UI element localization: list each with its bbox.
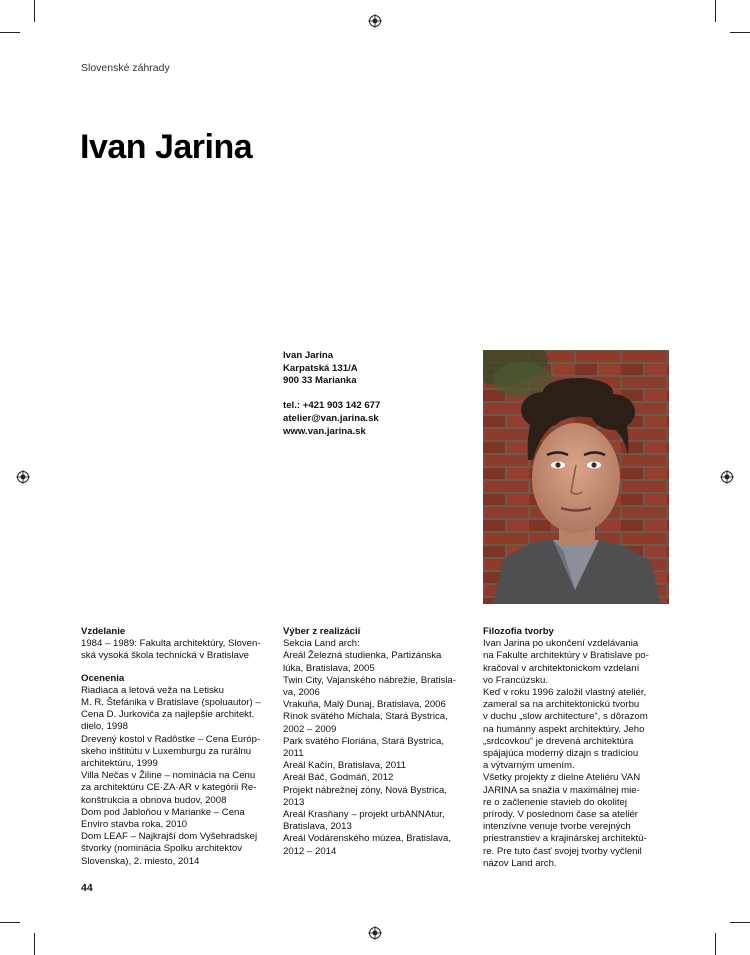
awards-line: skeho inštitútu v Luxemburgu za rurálnu — [81, 745, 252, 757]
awards-line: Dom pod Jabloňou v Marianke – Cena — [81, 806, 245, 818]
realizations-line: Rínok svätého Michala, Stará Bystrica, — [283, 711, 448, 723]
philosophy-line: re o začlenenie stavieb do okolitej — [483, 796, 627, 808]
education-heading: Vzdelanie — [81, 626, 126, 637]
crop-mark — [0, 922, 20, 923]
crop-mark — [730, 32, 750, 33]
realizations-line: Park svätého Floriána, Stará Bystrica, — [283, 735, 445, 747]
awards-line: štvorky (nominácia Spolku architektov — [81, 843, 243, 855]
crop-mark — [730, 922, 750, 923]
contact-city: 900 33 Marianka — [283, 375, 357, 387]
education-line: 1984 – 1989: Fakulta architektúry, Sloven- — [81, 638, 261, 650]
portrait-illustration — [483, 350, 669, 604]
philosophy-line: Všetky projekty z dielne Ateliéru VAN — [483, 772, 641, 784]
awards-line: Villa Nečas v Žiline – nominácia na Cenu — [81, 770, 256, 782]
registration-mark-icon — [720, 470, 734, 484]
awards-line: konštrukcia a obnova budov, 2008 — [81, 794, 227, 806]
realizations-line: 2012 – 2014 — [283, 845, 337, 857]
realizations-line: Twin City, Vajanského nábrežie, Bratisla- — [283, 674, 456, 686]
philosophy-line: a výtvarným umením. — [483, 760, 575, 772]
realizations-line: 2011 — [283, 748, 304, 760]
awards-line: Drevený kostol v Radôstke – Cena Európ- — [81, 733, 261, 745]
philosophy-heading: Filozofia tvorby — [483, 626, 554, 637]
crop-mark — [715, 0, 716, 22]
awards-line: Slovenska), 2. miesto, 2014 — [81, 855, 200, 867]
registration-mark-icon — [16, 470, 30, 484]
education-line: ská vysoká škola technická v Bratislave — [81, 650, 249, 662]
realizations-line: va, 2006 — [283, 687, 320, 699]
philosophy-line: intenzívne venuje tvorbe verejných — [483, 821, 631, 833]
awards-line: M. R. Štefánika v Bratislave (spoluautor) – — [81, 697, 261, 709]
realizations-line: Bratislava, 2013 — [283, 821, 352, 833]
philosophy-line: v duchu „slow architecture“, s dôrazom — [483, 711, 648, 723]
realizations-line: Projekt nábrežnej zóny, Nová Bystrica, — [283, 784, 448, 796]
page-number: 44 — [81, 882, 93, 894]
philosophy-line: priestranstiev a krajinárskej architektú- — [483, 833, 647, 845]
philosophy-line: Ivan Jarina po ukončení vzdelávania — [483, 638, 639, 650]
realizations-line: Areál Vodárenského múzea, Bratislava, — [283, 833, 451, 845]
section-label: Slovenské záhrady — [81, 62, 170, 74]
contact-phone: tel.: +421 903 142 677 — [283, 400, 381, 412]
realizations-heading: Výber z realizácií — [283, 626, 361, 637]
realizations-line: Areál Železná studienka, Partizánska — [283, 650, 442, 662]
philosophy-line: prírody. V poslednom čase sa ateliér — [483, 809, 638, 821]
philosophy-line: kračoval v architektonickom vzdelaní — [483, 662, 640, 674]
awards-line: Cena D. Jurkoviča za najlepšie architekt. — [81, 709, 255, 721]
realizations-line: Areál Báč, Godmáň, 2012 — [283, 772, 394, 784]
philosophy-line: na Fakulte architektúry v Bratislave po- — [483, 650, 649, 662]
registration-mark-icon — [368, 14, 382, 28]
crop-mark — [34, 933, 35, 955]
contact-web[interactable]: www.van.jarina.sk — [283, 425, 366, 437]
philosophy-line: názov Land arch. — [483, 857, 557, 869]
philosophy-line: na humánny aspekt architektúry. Jeho — [483, 723, 645, 735]
awards-line: architektúru, 1999 — [81, 758, 158, 770]
philosophy-line: JARINA sa snažia v maximálnej mie- — [483, 784, 640, 796]
awards-line: za architektúru CE·ZA·AR v kategórii Re- — [81, 782, 257, 794]
crop-mark — [34, 0, 35, 22]
awards-line: Enviro stavba roka, 2010 — [81, 819, 188, 831]
education-awards-column — [81, 626, 273, 868]
philosophy-line: re. Pre tuto časť svojej tvorby vyčlenil — [483, 845, 642, 857]
realizations-line: Areál Krasňany – projekt urbANNAtur, — [283, 809, 445, 821]
contact-name: Ivan Jarina — [283, 350, 334, 361]
awards-line: dielo, 1998 — [81, 721, 128, 733]
portrait-photo — [483, 350, 669, 604]
philosophy-column — [483, 626, 671, 870]
awards-line: Dom LEAF – Najkrajší dom Vyšehradskej — [81, 831, 258, 843]
page-title: Ivan Jarina — [80, 128, 253, 166]
crop-mark — [0, 32, 20, 33]
philosophy-line: Keď v roku 1996 založil vlastný ateliér, — [483, 687, 647, 699]
philosophy-line: spájajúca moderný dizajn s tradíciou — [483, 748, 639, 760]
realizations-column — [283, 626, 475, 858]
philosophy-line: vo Francúzsku. — [483, 674, 549, 686]
realizations-line: 2002 – 2009 — [283, 723, 337, 735]
awards-line: Riadiaca a letová veža na Letisku — [81, 684, 224, 696]
realizations-line: Areál Kačín, Bratislava, 2011 — [283, 760, 407, 772]
philosophy-line: zameral sa na architektonickú tvorbu — [483, 699, 640, 711]
realizations-line: Vrakuňa, Malý Dunaj, Bratislava, 2006 — [283, 699, 446, 711]
philosophy-line: „srdcovkou“ je drevená architektúra — [483, 735, 634, 747]
awards-heading: Ocenenia — [81, 672, 125, 684]
realizations-line: Sekcia Land arch: — [283, 638, 360, 650]
contact-block — [283, 350, 380, 438]
contact-street: Karpatská 131/A — [283, 362, 358, 374]
realizations-line: 2013 — [283, 796, 305, 808]
crop-mark — [715, 933, 716, 955]
registration-mark-icon — [368, 926, 382, 940]
contact-email[interactable]: atelier@van.jarina.sk — [283, 412, 379, 424]
realizations-line: lúka, Bratislava, 2005 — [283, 662, 375, 674]
